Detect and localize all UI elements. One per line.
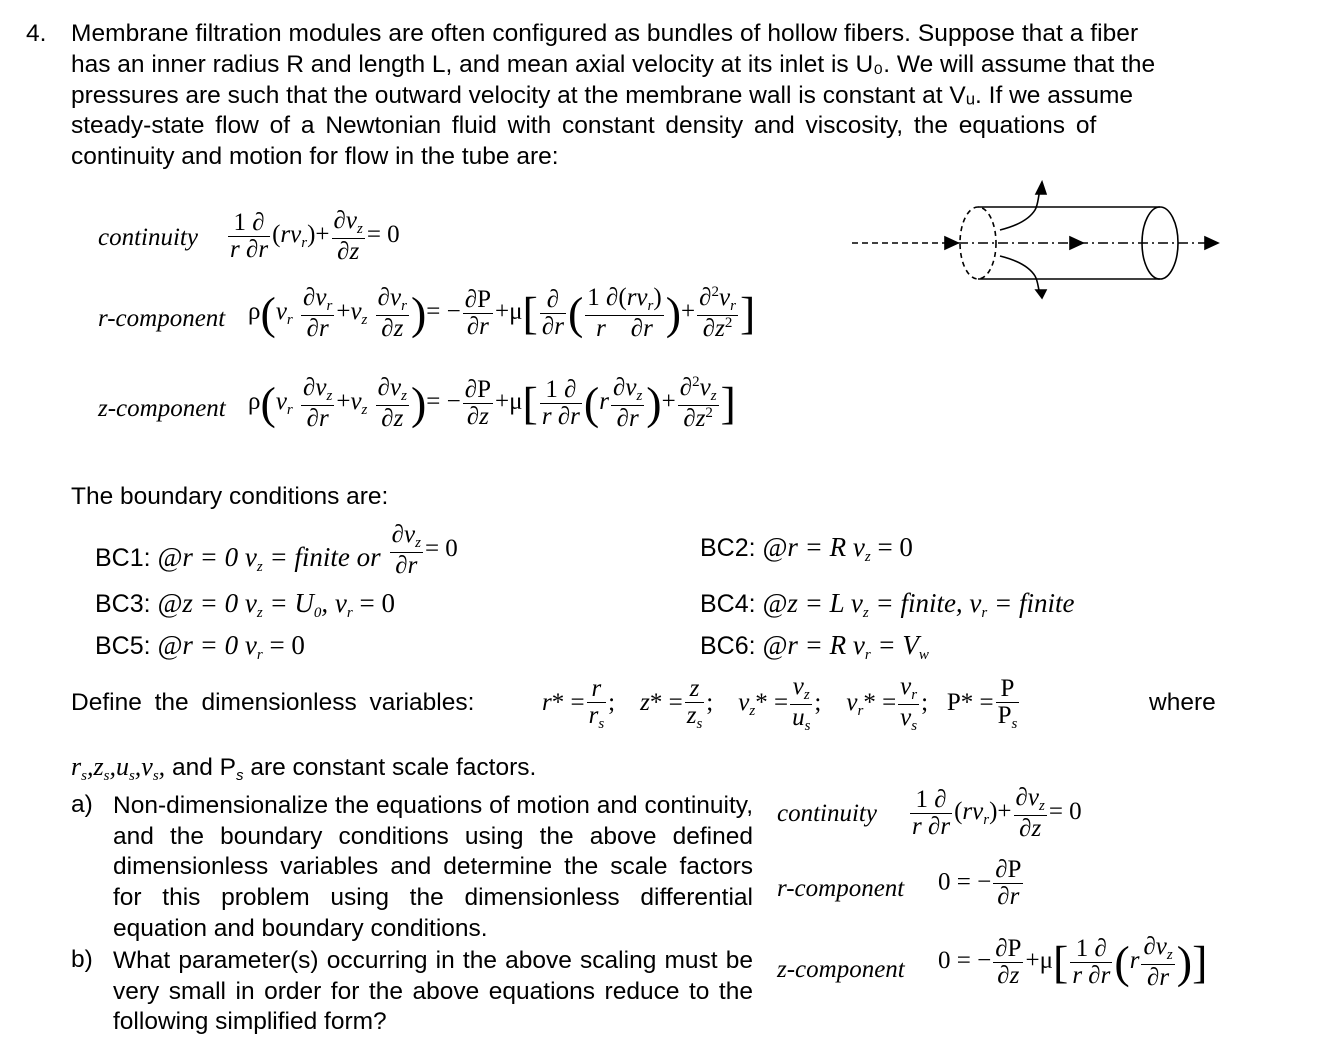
statement-line-1: Membrane filtration modules are often configured as bundles of hollow fibers. Suppose that a fiber <box>71 20 1139 47</box>
part-b-text: What parameter(s) occurring in the above scaling must be very small in order for the above equations reduce to the following simplified form? <box>113 947 753 1036</box>
bc-heading: The boundary conditions are: <box>71 483 389 510</box>
arrow-head-left <box>945 237 958 249</box>
bc1: BC1: @r = 0 $v_z$ = finite or $\frac{\partial v_z}{\partial r}$ = 0 <box>95 521 458 579</box>
bc2: BC2: @r = R $v_z = 0$ <box>700 532 913 565</box>
arrow-head-mid <box>1070 237 1083 249</box>
part-b-label: b) <box>71 946 93 973</box>
outflow-down <box>1000 256 1040 294</box>
continuity-label: continuity <box>98 224 198 251</box>
bc3: BC3: @z = 0 $v_z = U_0$, $v_r = 0$ <box>95 588 395 621</box>
dimensionless-definitions: r* = $\frac{r}{r_s}$ ; z* = $\frac{z}{z_s}$ ; $v_z*$ = $\frac{v_z}{u_s}$ ; $v_r*$ = $\frac{v_r}{v_s}$ ; P* = $\frac{P}{P_s}$ <box>542 673 1018 734</box>
z-component-equation: $\rho(v_r$ $\frac{\partial v_z}{\partial r}$ $+v_z$ $\frac{\partial v_z}{\partial z}$ )= − $\frac{\partial P}{\partial z}$ +μ[ $\frac{1 \partial}{r \partial r}$ (r $\frac{\partial v_z}{\partial r}$ )+ $\frac{\partial^2v_z}{\partial z^2}$ ] <box>248 374 736 432</box>
outflow-up-head <box>1036 182 1046 194</box>
continuity-equation: $\frac{1 \partial}{r \partial r}$ $(rv_r)+$ $\frac{\partial v_z}{\partial z}$ = 0 <box>230 207 400 265</box>
part-a-text: Non-dimensionalize the equations of motion and continuity, and the boundary conditions using the above defined dimensionless variables and determine the scale factors for this problem using the dimensionless differential equation and boundary conditions. <box>113 792 753 942</box>
arrow-head-right <box>1205 237 1218 249</box>
r-component-equation: $\rho(v_r$ $\frac{\partial v_r}{\partial r}$ $+v_z$ $\frac{\partial v_r}{\partial z}$ )= − $\frac{\partial P}{\partial r}$ +μ[ $\frac{\partial}{\partial r}$ ( $\frac{1 \partial(rv_r)}{r \partial r}$ )+ $\frac{\partial^2v_r}{\partial z^2}$ ] <box>248 284 756 342</box>
statement-line-3: pressures are such that the outward velocity at the membrane wall is constant at Vᵤ. If we assume <box>71 82 1134 109</box>
simplified-z-component-label: z-component <box>777 956 905 983</box>
z-component-label: z-component <box>98 395 226 422</box>
dimensionless-intro: Define the dimensionless variables: <box>71 689 475 716</box>
statement-line-2: has an inner radius R and length L, and mean axial velocity at its inlet is U₀. We will assume that the <box>71 51 1156 78</box>
bc4: BC4: @z = L $v_z$ = finite, $v_r$ = finite <box>700 588 1075 621</box>
bc6: BC6: @r = R $v_r = V_w$ <box>700 630 929 663</box>
statement-line-5: continuity and motion for flow in the tube are: <box>71 143 559 170</box>
statement-line-4: steady-state flow of a Newtonian fluid with constant density and viscosity, the equations of <box>71 112 1097 139</box>
scale-factors-line: $r_s,z_s,u_s,v_s$, and $P_s$ are constant scale factors. <box>71 752 537 784</box>
bc5: BC5: @r = 0 $v_r = 0$ <box>95 630 305 663</box>
outflow-up <box>1000 190 1040 230</box>
simplified-r-component-equation: 0 = − $\frac{\partial P}{\partial r}$ <box>938 856 1022 911</box>
simplified-r-component-label: r-component <box>777 875 905 902</box>
r-component-label: r-component <box>98 305 226 332</box>
where-word: where <box>1149 689 1216 716</box>
problem-number: 4. <box>26 20 47 47</box>
outflow-down-head <box>1036 290 1046 298</box>
simplified-continuity-equation: $\frac{1 \partial}{r \partial r}$ $(rv_r)+$ $\frac{\partial v_z}{\partial z}$ = 0 <box>912 784 1082 842</box>
hollow-fiber-diagram <box>850 180 1230 300</box>
simplified-continuity-label: continuity <box>777 800 877 827</box>
part-a-label: a) <box>71 791 93 818</box>
simplified-z-component-equation: 0 = − $\frac{\partial P}{\partial z}$ +μ[ $\frac{1 \partial}{r \partial r}$ (r $\frac{\partial v_z}{\partial r}$ )] <box>938 933 1208 991</box>
